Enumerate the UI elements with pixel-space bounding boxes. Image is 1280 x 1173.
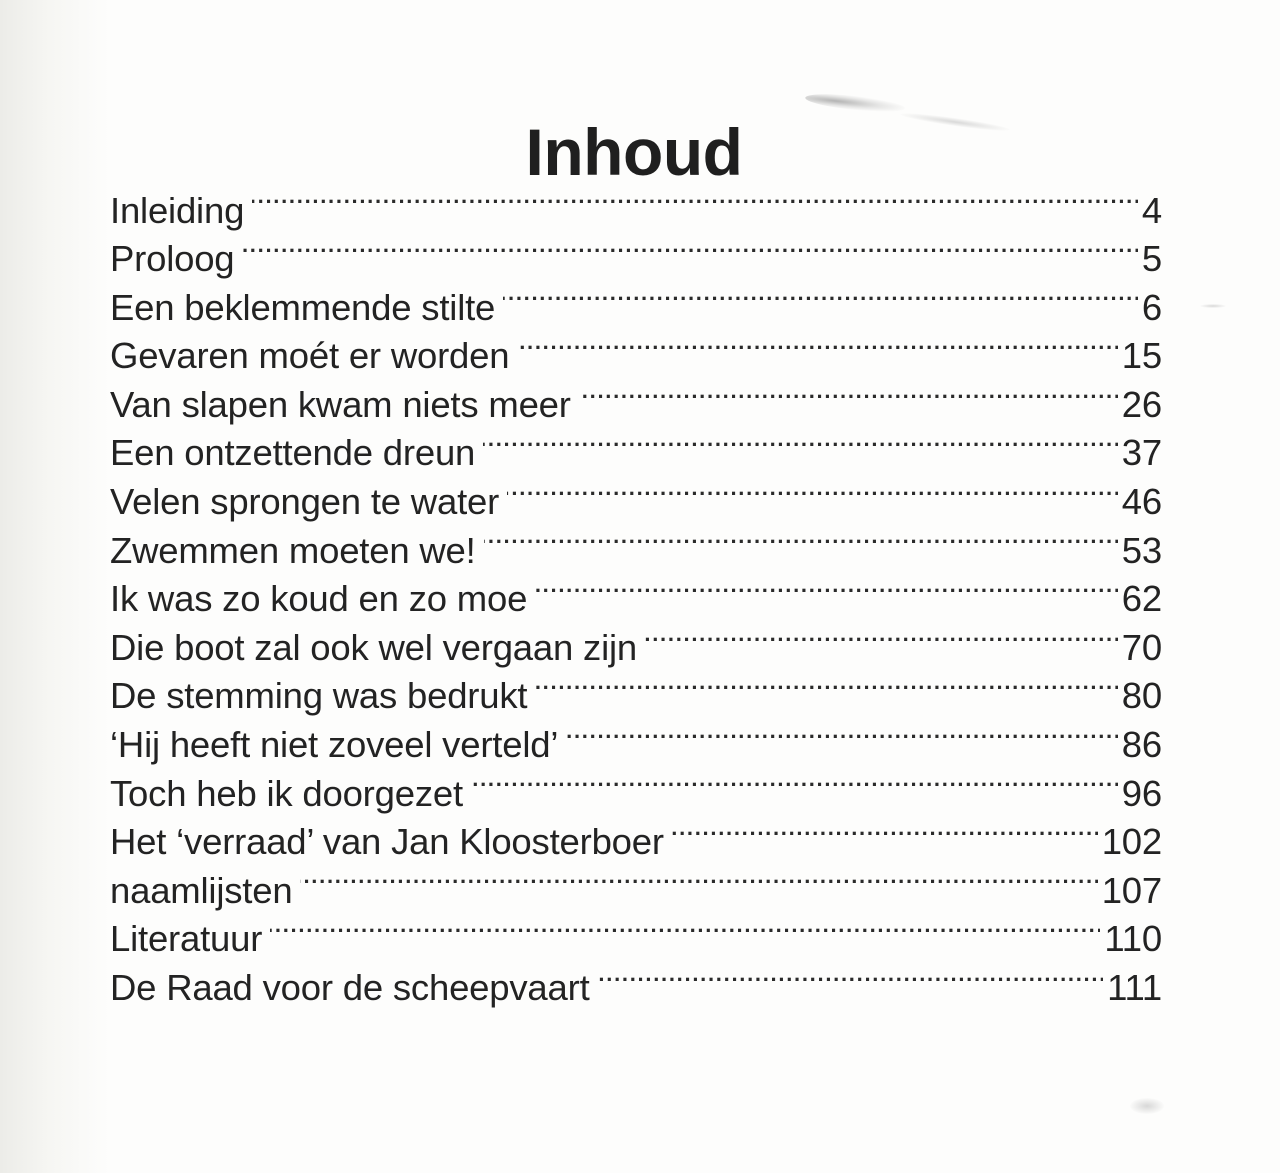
dot-leader: [242, 235, 1137, 272]
toc-entry-page-number: 5: [1141, 238, 1162, 280]
dot-leader: [517, 332, 1117, 369]
toc-entry-title: ‘Hij heeft niet zoveel verteld’: [110, 724, 559, 766]
toc-entry-page-number: 46: [1121, 481, 1162, 523]
toc-entry-page-number: 53: [1121, 529, 1162, 571]
toc-entry-page-number: 80: [1121, 675, 1162, 717]
scan-smudge: [1200, 304, 1226, 308]
toc-entry-title: Proloog: [110, 238, 235, 280]
dot-leader: [300, 866, 1097, 903]
toc-entry: [110, 866, 1162, 915]
toc-entry-title: De stemming was bedrukt: [110, 675, 528, 717]
toc-entry: [110, 526, 1162, 575]
dot-leader: [483, 429, 1118, 466]
toc-entry-title: Van slapen kwam niets meer: [110, 383, 571, 425]
toc-entry: [110, 721, 1162, 770]
dot-leader: [471, 769, 1118, 806]
toc-entry: [110, 672, 1162, 721]
toc-entry: [110, 283, 1162, 332]
toc-entry-title: Gevaren moét er worden: [110, 335, 510, 377]
toc-entry: [110, 380, 1162, 429]
toc-entry-title: Inleiding: [110, 189, 245, 231]
dot-leader: [672, 818, 1098, 855]
dot-leader: [598, 964, 1104, 1001]
toc-entry: [110, 575, 1162, 624]
dot-leader: [507, 478, 1118, 515]
page-title: Inhoud: [525, 115, 743, 190]
toc-entry-title: Het ‘verraad’ van Jan Kloosterboer: [110, 821, 664, 863]
dot-leader: [270, 915, 1100, 952]
toc-entry: [110, 478, 1162, 527]
toc-entry: [110, 235, 1162, 284]
toc-entry: [110, 429, 1162, 478]
toc-entry-page-number: 15: [1121, 335, 1162, 377]
toc-entry: [110, 769, 1162, 818]
dot-leader: [535, 672, 1117, 709]
toc-entry: [110, 186, 1162, 235]
toc-entry-page-number: 111: [1107, 967, 1162, 1008]
toc-entry-page-number: 96: [1121, 772, 1162, 814]
toc-entry: [110, 623, 1162, 672]
toc-entry-title: Een ontzettende dreun: [110, 432, 476, 474]
toc-entry-title: Toch heb ik doorgezet: [110, 772, 463, 814]
toc-entry-page-number: 86: [1121, 724, 1162, 766]
scan-smudge: [1130, 1098, 1164, 1114]
toc-entry-page-number: 6: [1141, 286, 1162, 328]
dot-leader: [535, 575, 1118, 612]
toc-entry-page-number: 26: [1121, 383, 1162, 425]
toc-entry: [110, 332, 1162, 381]
toc-entry-title: naamlijsten: [110, 869, 293, 911]
toc-entry-page-number: 62: [1121, 578, 1162, 620]
toc-entry: [110, 964, 1162, 1013]
toc-entry-title: Een beklemmende stilte: [110, 286, 496, 328]
toc-entry: [110, 818, 1162, 867]
dot-leader: [579, 380, 1118, 417]
toc-entry-title: De Raad voor de scheepvaart: [110, 967, 590, 1008]
toc-entry: [110, 915, 1162, 964]
toc-entry-page-number: 70: [1121, 626, 1162, 668]
dot-leader: [252, 186, 1138, 223]
toc-entry-title: Ik was zo koud en zo moe: [110, 578, 528, 620]
toc-entry-title: Zwemmen moeten we!: [110, 529, 476, 571]
dot-leader: [645, 623, 1118, 660]
toc-entry-title: Literatuur: [110, 918, 263, 960]
toc-entry-page-number: 107: [1101, 869, 1162, 911]
dot-leader: [566, 721, 1118, 758]
dot-leader: [503, 283, 1138, 320]
table-of-contents: [110, 186, 1162, 1012]
toc-entry-page-number: 102: [1101, 821, 1162, 863]
toc-entry-page-number: 37: [1121, 432, 1162, 474]
toc-entry-page-number: 110: [1104, 918, 1162, 960]
toc-entry-title: Die boot zal ook wel vergaan zijn: [110, 626, 637, 668]
toc-entry-title: Velen sprongen te water: [110, 481, 500, 523]
toc-entry-page-number: 4: [1141, 189, 1162, 231]
dot-leader: [484, 526, 1118, 563]
